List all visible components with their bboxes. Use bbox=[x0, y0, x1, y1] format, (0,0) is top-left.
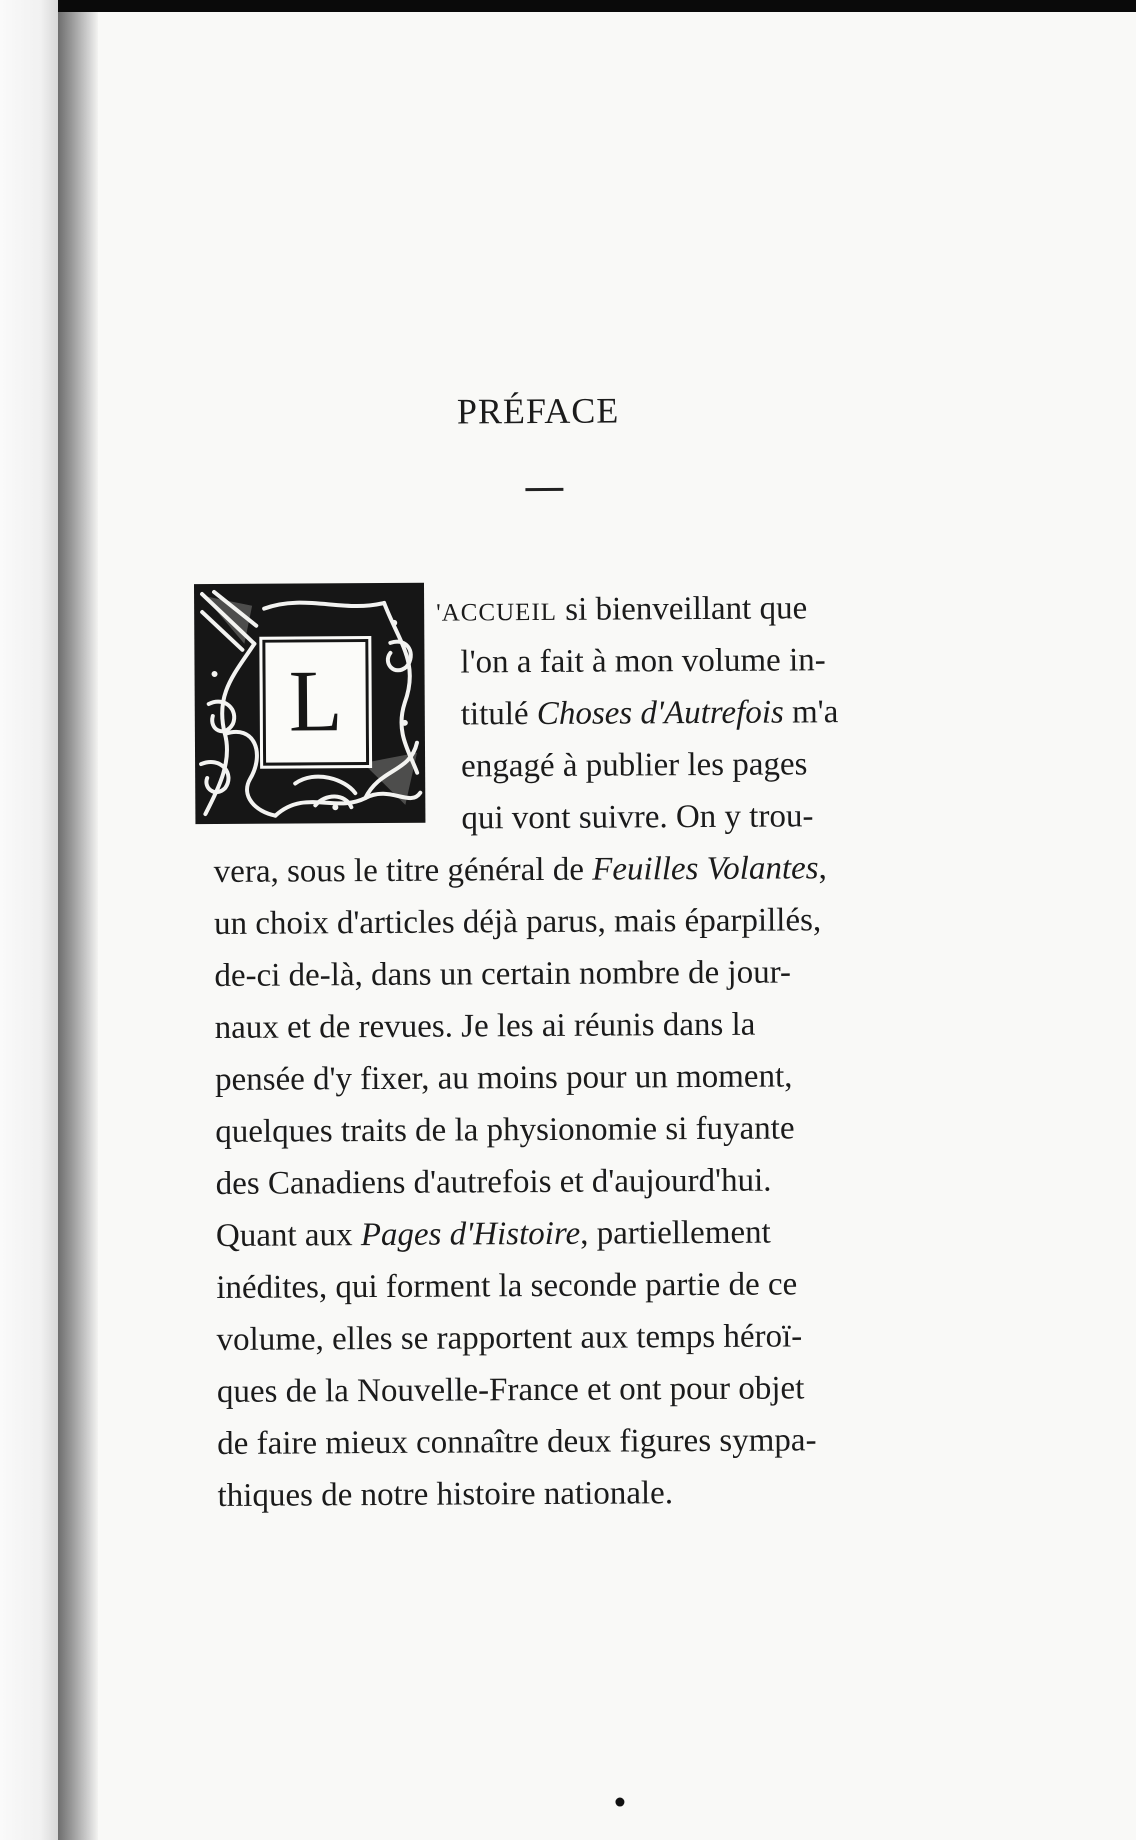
facing-page-edge bbox=[0, 0, 58, 1840]
text-line-12: des Canadiens d'autrefois et d'aujourd'hui. bbox=[215, 1162, 772, 1202]
italic-title: Choses d'Autrefois bbox=[536, 694, 784, 733]
page-mark-dot bbox=[615, 1798, 624, 1807]
text-line-15: volume, elles se rapportent aux temps héroï- bbox=[216, 1318, 803, 1358]
initial-frame bbox=[262, 639, 369, 766]
title-rule bbox=[525, 488, 563, 491]
text-line-14: inédites, qui forment la seconde partie de ce bbox=[216, 1266, 798, 1306]
text-line-11: quelques traits de la physionomie si fuyante bbox=[215, 1110, 795, 1150]
italic-title: Feuilles Volantes bbox=[592, 850, 819, 888]
text-block bbox=[105, 12, 976, 1840]
italic-title: Pages d'Histoire bbox=[360, 1215, 581, 1254]
text-line-6: vera, sous le titre général de Feuilles Volantes, bbox=[213, 850, 827, 890]
text-line-10: pensée d'y fixer, au moins pour un moment, bbox=[214, 1058, 793, 1098]
text-line-17: de faire mieux connaître deux figures sympa- bbox=[217, 1422, 817, 1462]
text-line-7: un choix d'articles déjà parus, mais éparpillés, bbox=[213, 902, 822, 942]
page-gutter-shadow bbox=[58, 12, 98, 1840]
text-line-8: de-ci de-là, dans un certain nombre de jour- bbox=[214, 954, 792, 994]
text-line-18: thiques de notre histoire nationale. bbox=[217, 1475, 674, 1514]
book-page bbox=[58, 12, 1136, 1840]
text-line-4: engagé à publier les pages bbox=[460, 746, 808, 785]
small-caps-word: 'ACCUEIL bbox=[436, 598, 558, 627]
ornamental-initial bbox=[194, 583, 425, 824]
text-line-9: naux et de revues. Je les ai réunis dans la bbox=[214, 1006, 756, 1046]
page-title: PRÉFACE bbox=[456, 390, 620, 432]
text-line-5: qui vont suivre. On y trou- bbox=[461, 798, 814, 837]
text-line-1: 'ACCUEIL si bienveillant que bbox=[436, 590, 808, 628]
drop-cap-letter: L bbox=[288, 653, 343, 751]
text-line-16: ques de la Nouvelle-France et ont pour objet bbox=[216, 1370, 805, 1410]
text-line-3: titulé Choses d'Autrefois m'a bbox=[460, 694, 839, 733]
text-line-13: Quant aux Pages d'Histoire, partiellement bbox=[215, 1214, 771, 1254]
text-line-2: l'on a fait à mon volume in- bbox=[460, 642, 826, 681]
